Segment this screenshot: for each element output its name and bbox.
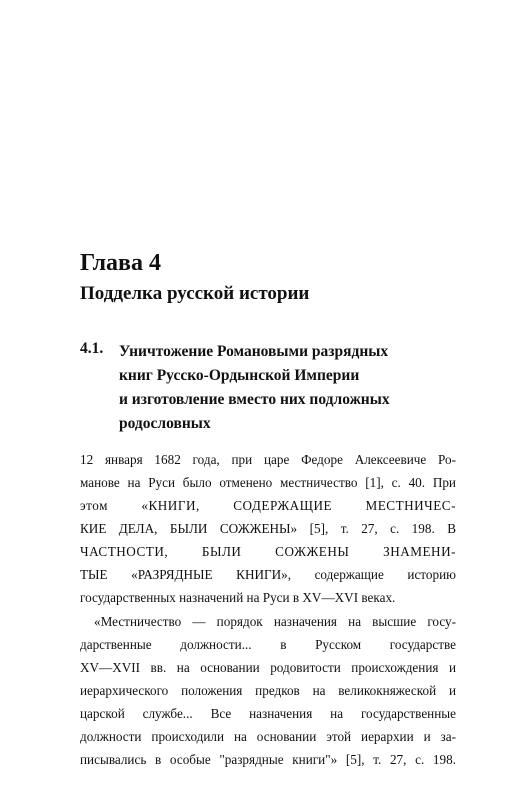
paragraph-line: ТЫЕ «РАЗРЯДНЫЕ КНИГИ», содержащие историю	[80, 567, 456, 582]
paragraph-line: должности происходили на основании этой иерархии и за-	[80, 729, 456, 744]
chapter-number: Глава 4	[80, 250, 161, 276]
section-title	[119, 340, 459, 436]
paragraph-line: дарственные должности... в Русском государстве	[80, 637, 456, 652]
paragraph-line: писывались в особые "разрядные книги"» [5], т. 27, с. 198.	[80, 752, 456, 767]
paragraph-line: ЧАСТНОСТИ, БЫЛИ СОЖЖЕНЫ ЗНАМЕНИ-	[80, 544, 456, 559]
paragraph-line: XV—XVII вв. на основании родовитости происхождения и	[80, 660, 456, 675]
section-title-line: Уничтожение Романовыми разрядных	[119, 343, 389, 360]
section-number: 4.1.	[80, 340, 104, 357]
paragraph-line: «Местничество — порядок назначения на высшие госу-	[94, 614, 456, 629]
paragraph-2	[80, 610, 456, 771]
paragraph-line: 12 января 1682 года, при царе Федоре Алексеевиче Ро-	[80, 452, 456, 467]
chapter-title: Подделка русской истории	[80, 283, 310, 304]
paragraph-line: этом «КНИГИ, СОДЕРЖАЩИЕ МЕСТНИЧЕС-	[80, 498, 456, 513]
section-title-line: книг Русско-Ордынской Империи	[119, 367, 360, 384]
paragraph-2-text	[80, 610, 456, 771]
paragraph-line: иерархического положения предков на великокняжеской и	[80, 683, 456, 698]
paragraph-line: манове на Руси было отменено местничество [1], с. 40. При	[80, 475, 456, 490]
paragraph-line: царской службе... Все назначения на государственные	[80, 706, 456, 721]
section-title-line: и изготовление вместо них подложных	[119, 391, 390, 408]
paragraph-line: КИЕ ДЕЛА, БЫЛИ СОЖЖЕНЫ» [5], т. 27, с. 198. В	[80, 521, 456, 536]
paragraph-line: государственных назначений на Руси в XV—XVI веках.	[80, 590, 396, 605]
section-title-line: родословных	[119, 415, 211, 432]
paragraph-1-text	[80, 448, 456, 609]
paragraph-1	[80, 448, 456, 609]
